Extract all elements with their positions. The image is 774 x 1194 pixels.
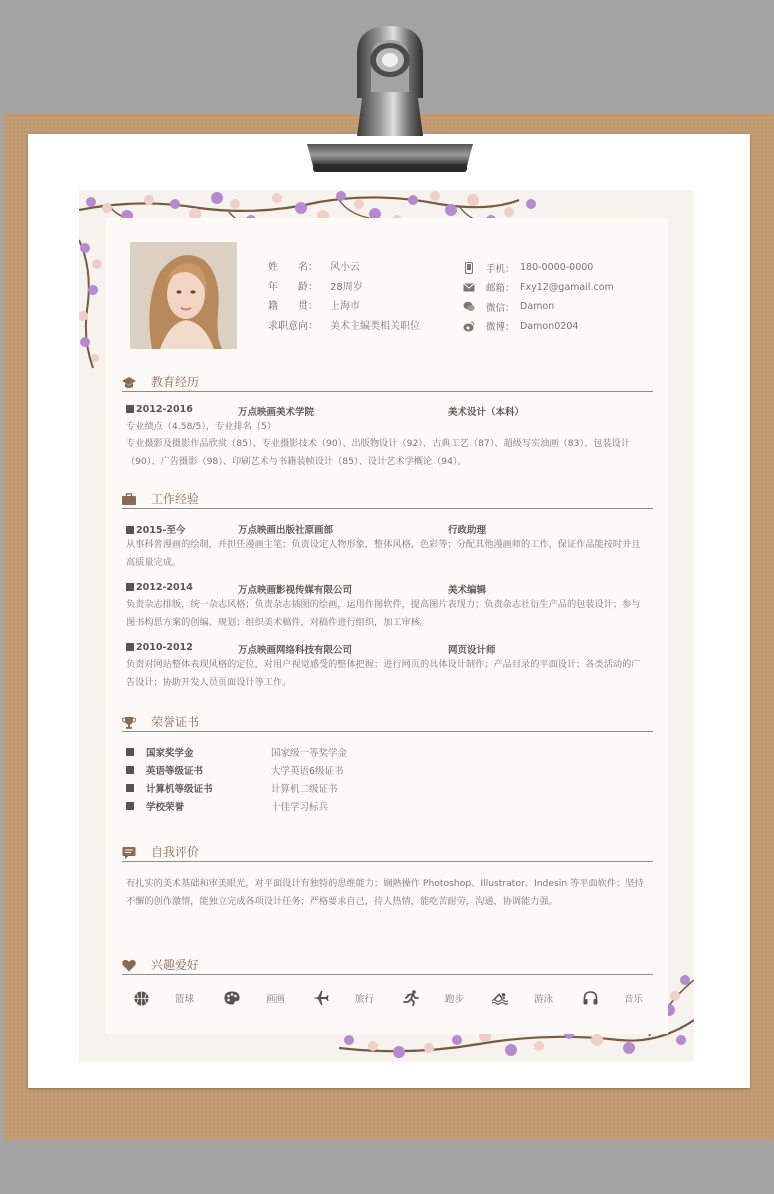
mail-icon (463, 281, 475, 293)
honor-name: 英语等级证书 (146, 766, 204, 777)
age-label: 年 龄： (268, 281, 318, 293)
hobby-item (313, 989, 374, 1007)
name-label: 姓 名： (268, 262, 318, 273)
work-position: 网页设计师 (448, 645, 496, 656)
hobbies-list (133, 989, 653, 1009)
intent-value: 美术主编类相关职位 (330, 320, 420, 332)
phone-value: 180-0000-0000 (520, 262, 594, 274)
honor-value: 计算机二级证书 (271, 784, 338, 795)
wechat-value: Damon (520, 301, 555, 313)
hobby-label: 游泳 (534, 994, 554, 1005)
hobby-label: 画画 (266, 994, 286, 1005)
honor-name: 国家奖学金 (146, 748, 194, 759)
hobby-item (582, 989, 643, 1007)
trophy-icon (122, 716, 136, 729)
work-period: 2015-至今 (136, 525, 186, 536)
self-evaluation-text: 有扎实的美术基础和审美眼光，对平面设计有独特的思维能力；娴熟操作 Photoshop、Illustrator、Indesin 等平面软件；坚持不懈的创作激情，能独立完成各项设计任务；严格要求自己，待人热情，能吃苦耐劳，沟通，协调能力强。 (126, 878, 644, 907)
age-value: 28周岁 (330, 281, 363, 293)
comment-icon (122, 846, 136, 859)
phone-label: 手机： (486, 263, 515, 275)
work-position: 美术编辑 (448, 585, 487, 596)
honor-item (126, 763, 526, 781)
honor-item (126, 745, 526, 763)
work-company: 万点映画网络科技有限公司 (238, 645, 353, 656)
section-title: 教育经历 (151, 375, 200, 389)
honor-name: 学校荣誉 (146, 802, 185, 813)
section-title: 工作经验 (151, 492, 200, 506)
running-icon (403, 990, 419, 1006)
work-company: 万点映画影视传媒有限公司 (238, 585, 353, 596)
hobby-item (133, 989, 194, 1007)
section-honors (122, 715, 653, 732)
personal-info (268, 258, 420, 336)
briefcase-icon (122, 493, 136, 506)
weibo-label: 微博： (486, 322, 515, 334)
work-description: 负责对网站整体表现风格的定位，对用户视觉感受的整体把握；进行网页的具体设计制作；产品目录的平面设计；各类活动的广告设计；协助开发人员页面设计等工作。 (126, 659, 641, 688)
graduation-cap-icon (122, 376, 136, 389)
hobby-label: 跑步 (445, 994, 465, 1005)
work-company: 万点映画出版社原画部 (238, 525, 334, 536)
honor-value: 国家级一等奖学金 (271, 748, 348, 759)
wechat-label: 微信： (486, 302, 515, 314)
hobby-item (224, 989, 285, 1007)
wechat-icon (463, 301, 475, 313)
work-period: 2010-2012 (136, 642, 193, 653)
weibo-icon (463, 320, 475, 332)
palette-icon (224, 990, 240, 1006)
heart-icon (122, 959, 136, 972)
work-description: 从事科普漫画的绘制，并担任漫画主笔；负责设定人物形象，整体风格，色彩等；分配其他漫画师的工作，保证作品能按时并且高质量完成。 (126, 539, 641, 568)
hobby-label: 音乐 (624, 994, 644, 1005)
work-position: 行政助理 (448, 525, 487, 536)
work-entry-head (126, 642, 646, 656)
work-period: 2012-2014 (136, 582, 193, 593)
section-title: 荣誉证书 (151, 715, 200, 729)
email-label: 邮箱： (486, 283, 515, 295)
honor-item (126, 799, 526, 817)
hobby-label: 旅行 (355, 994, 375, 1005)
basketball-icon (133, 990, 149, 1006)
hobby-label: 篮球 (175, 994, 195, 1005)
honor-value: 大学英语6级证书 (271, 766, 344, 777)
honor-value: 十佳学习标兵 (271, 802, 329, 813)
weibo-value: Damon0204 (520, 320, 579, 332)
work-entry-head (126, 522, 646, 536)
headphones-icon (582, 990, 598, 1006)
hobby-item (492, 989, 553, 1007)
phone-icon (463, 262, 475, 274)
education-gpa: 专业绩点（4.58/5），专业排名（5） (126, 421, 277, 432)
section-hobbies (122, 958, 653, 975)
origin-label: 籍 贯： (268, 301, 318, 312)
profile-photo (130, 242, 237, 349)
work-entry-head (126, 582, 646, 596)
education-period: 2012-2016 (136, 404, 193, 415)
hobby-item (403, 989, 464, 1007)
section-self-evaluation (122, 845, 653, 862)
work-description: 负责杂志排版，统一杂志风格；负责杂志插图的绘画，运用作图软件，提高图片表现力；负责杂志社衍生产品的包装设计；参与图书构思方案的创编、规划；组织美术稿件，对稿件进行组织，加工审核。 (126, 599, 641, 628)
origin-value: 上海市 (330, 301, 360, 312)
education-major: 美术设计（本科） (448, 407, 525, 418)
honor-item (126, 781, 526, 799)
airplane-icon (313, 990, 329, 1006)
honor-name: 计算机等级证书 (146, 784, 213, 795)
education-school: 万点映画美术学院 (238, 407, 315, 418)
education-entry-head (126, 404, 646, 418)
swimming-icon (492, 990, 508, 1006)
contact-info (463, 258, 614, 336)
education-courses: 专业摄影及摄影作品欣赏（85）、专业摄影技术（90）、出版物设计（92）、古典工艺（87）、超级写实油画（83）、包装设计（90）、广告摄影（98）、印刷艺术与书籍装帧设计（85）、设计艺术学概论（94）。 (126, 438, 631, 467)
intent-label: 求职意向： (268, 320, 318, 332)
binder-clip-icon (305, 26, 475, 176)
name-value: 风小云 (330, 262, 360, 273)
email-value: Fxy12@gamail.com (520, 281, 614, 293)
section-title: 兴趣爱好 (151, 958, 200, 972)
section-work (122, 492, 653, 509)
section-education (122, 375, 653, 392)
section-title: 自我评价 (151, 845, 200, 859)
